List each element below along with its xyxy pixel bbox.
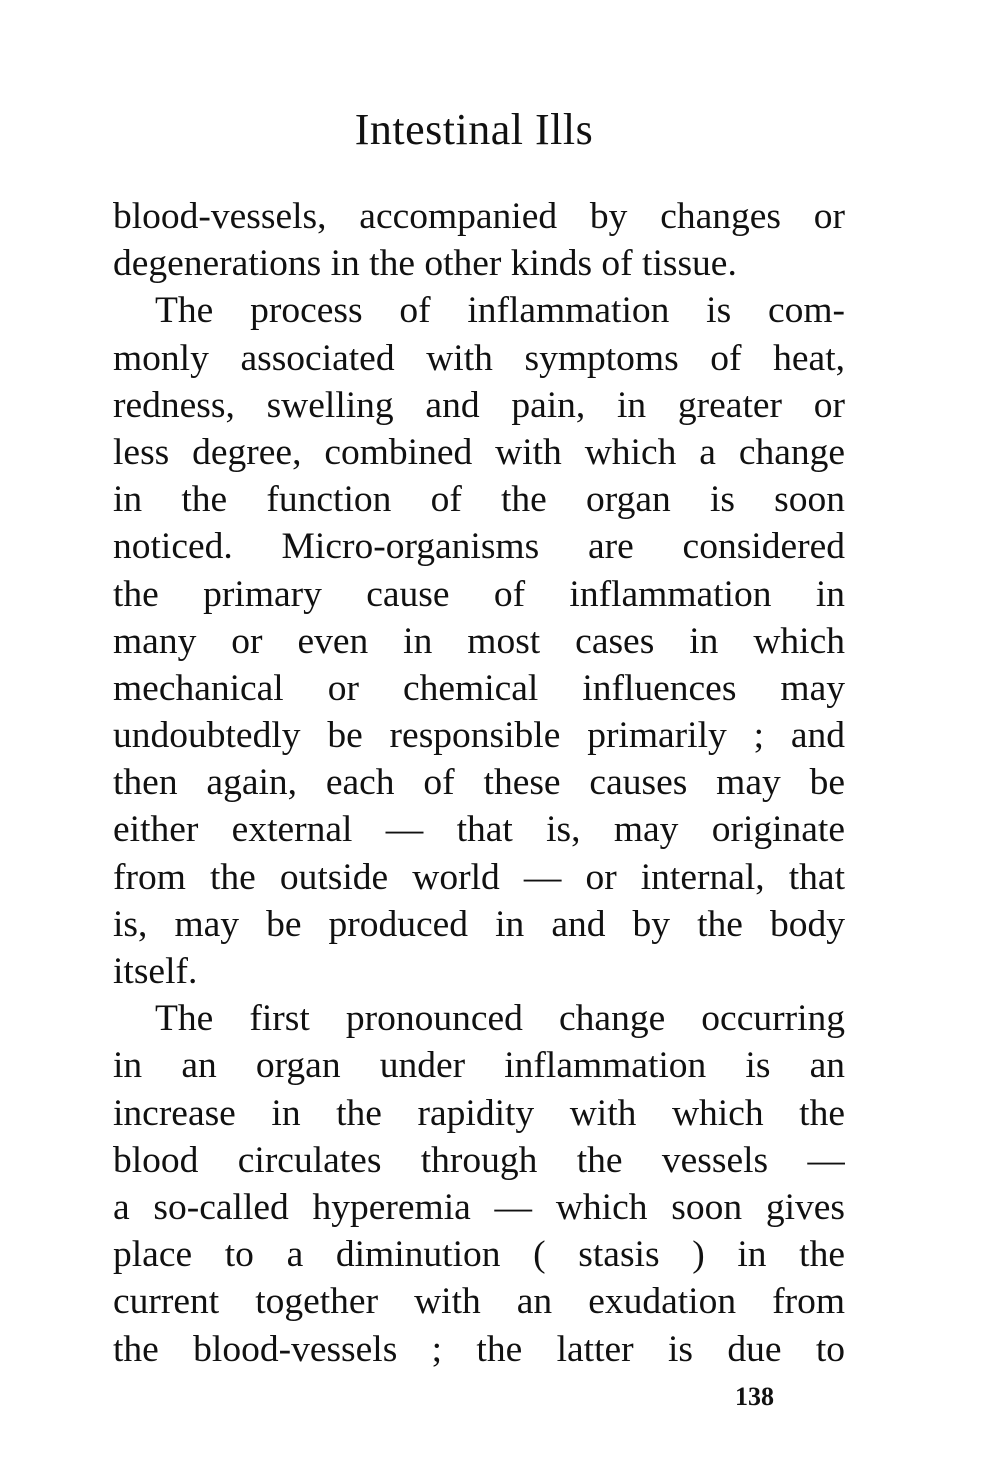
text-line: the blood-vessels ; the latter is due to — [113, 1328, 845, 1370]
text-line: the primary cause of inflammation in — [113, 573, 845, 615]
text-line: then again, each of these causes may be — [113, 762, 845, 804]
text-line: a so-called hyperemia — which soon gives — [113, 1186, 845, 1228]
text-line: is, may be produced in and by the body — [113, 903, 845, 945]
text-line: The first pronounced change occurring — [155, 998, 845, 1040]
text-line: many or even in most cases in which — [113, 620, 845, 662]
text-line: in the function of the organ is soon — [113, 479, 845, 521]
text-line: degenerations in the other kinds of tissue. — [113, 243, 737, 285]
text-line: blood circulates through the vessels — — [113, 1139, 845, 1181]
text-line: from the outside world — or internal, that — [113, 856, 845, 898]
text-line: in an organ under inflammation is an — [113, 1045, 845, 1087]
page-number: 138 — [735, 1382, 774, 1411]
body-text — [113, 193, 845, 1373]
text-line: current together with an exudation from — [113, 1281, 845, 1323]
running-head: Intestinal Ills — [354, 105, 594, 154]
text-line: noticed. Micro-organisms are considered — [113, 526, 845, 568]
text-line: undoubtedly be responsible primarily ; and — [113, 715, 845, 757]
text-line: either external — that is, may originate — [113, 809, 845, 851]
text-line: itself. — [113, 951, 198, 992]
text-line: redness, swelling and pain, in greater or — [113, 384, 845, 426]
text-line: blood-vessels, accompanied by changes or — [113, 196, 845, 237]
text-line: less degree, combined with which a change — [113, 431, 845, 473]
text-line: mechanical or chemical influences may — [113, 667, 845, 709]
text-line: place to a diminution ( stasis ) in the — [113, 1234, 845, 1276]
text-line: The process of inflammation is com- — [155, 290, 845, 332]
text-line: monly associated with symptoms of heat, — [113, 337, 845, 379]
text-line: increase in the rapidity with which the — [113, 1092, 845, 1134]
